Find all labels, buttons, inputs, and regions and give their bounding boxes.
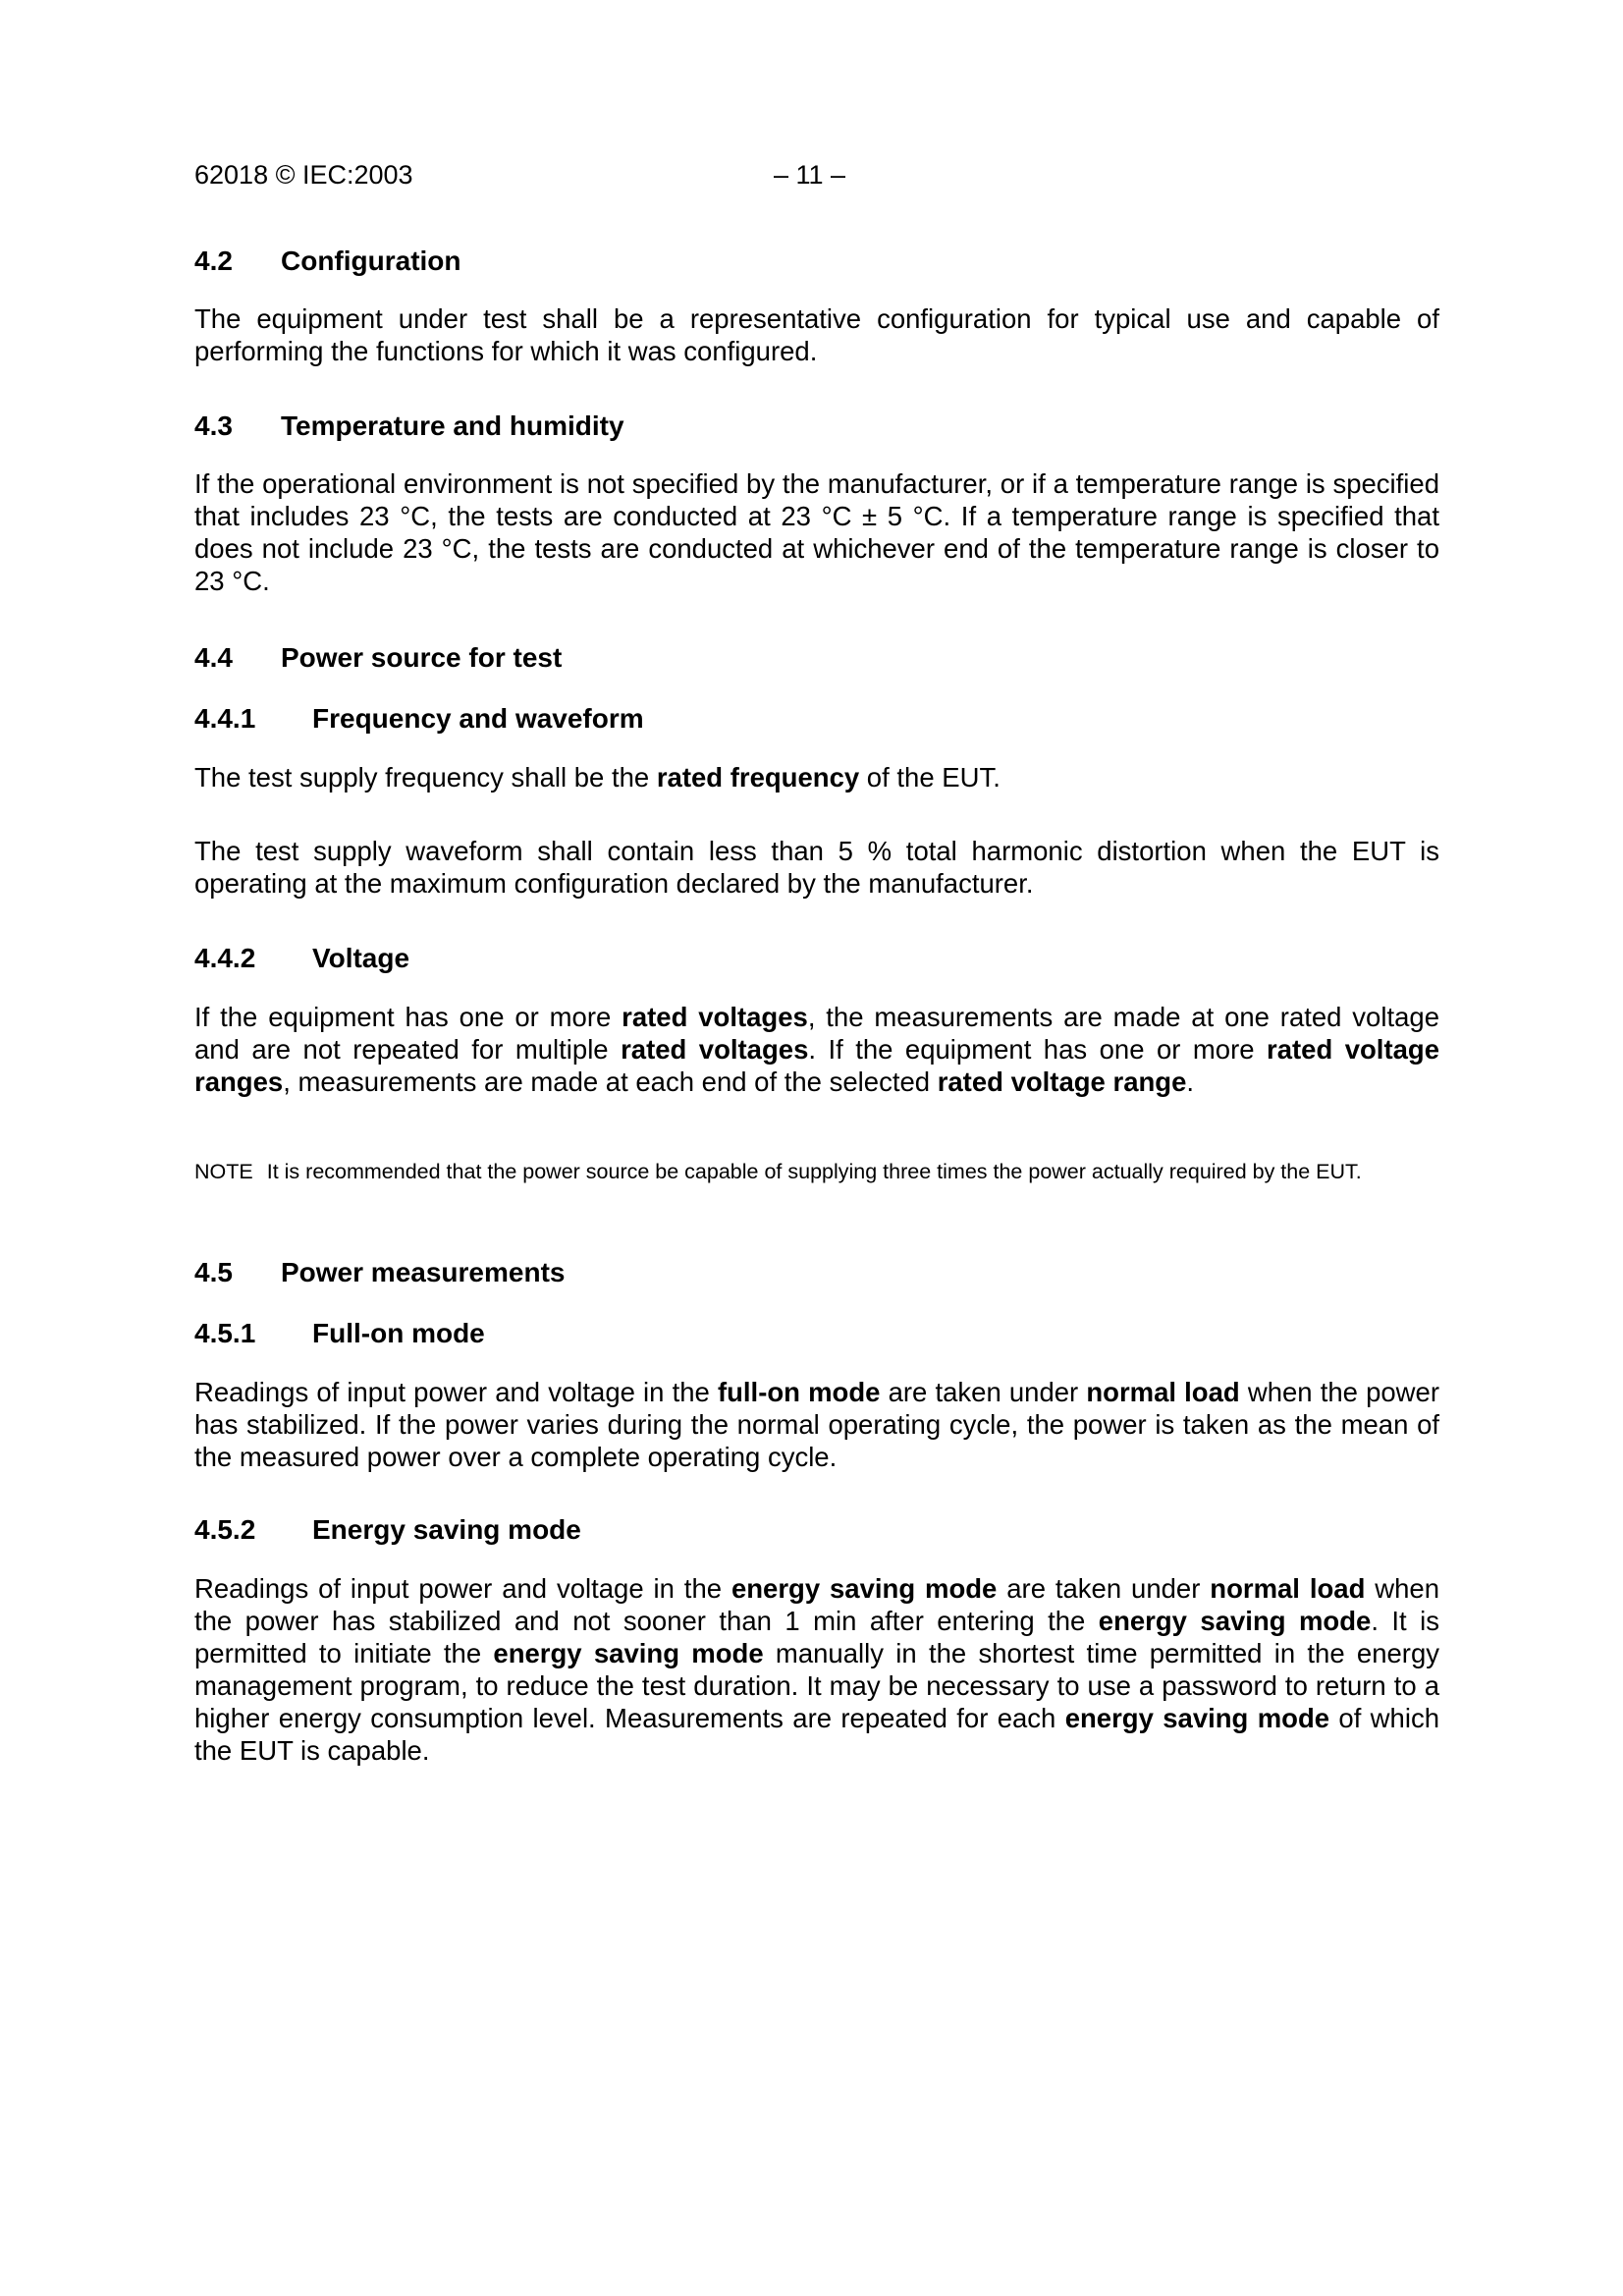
heading-4-5 — [194, 1255, 565, 1290]
section-title: Power source for test — [281, 642, 563, 673]
section-number: 4.2 — [194, 246, 233, 276]
paragraph-temperature: If the operational environment is not specified by the manufacturer, or if a temperature range is specified that includes 23 °C, the tests are conducted at 23 °C ± 5 °C. If a temperature range is specified that does not include 23 °C, the tests are conducted at whichever end of the temperature range is closer to 23 °C. — [194, 468, 1439, 596]
heading-4-5-2 — [194, 1512, 581, 1548]
page-header — [194, 157, 1439, 192]
section-number: 4.5 — [194, 1257, 233, 1287]
section-title: Energy saving mode — [312, 1514, 581, 1545]
term-energy-saving-mode: energy saving mode — [493, 1638, 764, 1668]
heading-4-4 — [194, 640, 562, 676]
section-title: Temperature and humidity — [281, 410, 624, 441]
section-title: Frequency and waveform — [312, 703, 644, 734]
heading-4-2 — [194, 244, 461, 279]
page-number: – 11 – — [774, 160, 846, 190]
section-title: Configuration — [281, 246, 461, 276]
heading-4-3 — [194, 409, 624, 444]
paragraph-energy-saving-mode: Readings of input power and voltage in the energy saving mode are taken under normal load when the power has stabilized and not sooner than 1 min after entering the energy saving mode. It is permitted to initiate the energy saving mode manually in the shortest time permitted in the energy management program, to reduce the test duration. It may be necessary to use a password to return to a higher energy consumption level. Measurements are repeated for each energy saving mode of which the EUT is capable. — [194, 1573, 1440, 1766]
paragraph-full-on-mode: Readings of input power and voltage in the full-on mode are taken under normal load when the power has stabilized. If the power varies during the normal operating cycle, the power is taken as the mean of the measured power over a complete operating cycle. — [194, 1377, 1439, 1472]
document-id: 62018 © IEC:2003 — [194, 160, 413, 190]
section-title: Power measurements — [281, 1257, 566, 1287]
heading-4-5-1 — [194, 1316, 485, 1351]
term-rated-voltage-ranges: rated voltage ranges — [194, 1034, 1439, 1097]
term-full-on-mode: full-on mode — [717, 1377, 881, 1407]
heading-4-4-1 — [194, 701, 644, 737]
paragraph-configuration: The equipment under test shall be a representative configuration for typical use and capable of performing the functions for which it was configured. — [194, 303, 1439, 366]
section-title: Full-on mode — [312, 1318, 485, 1348]
term-energy-saving-mode: energy saving mode — [730, 1573, 998, 1604]
note-power-source — [194, 1159, 1439, 1184]
section-title: Voltage — [312, 943, 410, 973]
term-rated-voltages: rated voltages — [621, 1034, 809, 1065]
term-normal-load: normal load — [1210, 1573, 1366, 1604]
term-energy-saving-mode: energy saving mode — [1098, 1606, 1372, 1636]
heading-4-4-2 — [194, 941, 409, 976]
paragraph-waveform: The test supply waveform shall contain less than 5 % total harmonic distortion when the EUT is operating at the maximum configuration declared by the manufacturer. — [194, 836, 1439, 899]
note-text: It is recommended that the power source be capable of supplying three times the power actually required by the EUT. — [266, 1160, 1362, 1183]
term-rated-voltage-range: rated voltage range — [937, 1066, 1187, 1097]
section-number: 4.4 — [194, 642, 233, 673]
term-rated-frequency: rated frequency — [656, 762, 860, 793]
section-number: 4.5.2 — [194, 1514, 256, 1545]
section-number: 4.4.1 — [194, 703, 256, 734]
paragraph-frequency: The test supply frequency shall be the rated frequency of the EUT. — [194, 762, 1001, 793]
term-rated-voltages: rated voltages — [622, 1002, 808, 1032]
note-label: NOTE — [194, 1160, 253, 1183]
term-energy-saving-mode: energy saving mode — [1064, 1703, 1330, 1733]
section-number: 4.3 — [194, 410, 233, 441]
term-normal-load: normal load — [1086, 1377, 1240, 1407]
section-number: 4.5.1 — [194, 1318, 256, 1348]
paragraph-voltage: If the equipment has one or more rated voltages, the measurements are made at one rated voltage and are not repeated for multiple rated voltages. If the equipment has one or more rated voltage ranges, measurements are made at each end of the selected rated voltage range. — [194, 1002, 1439, 1097]
section-number: 4.4.2 — [194, 943, 256, 973]
